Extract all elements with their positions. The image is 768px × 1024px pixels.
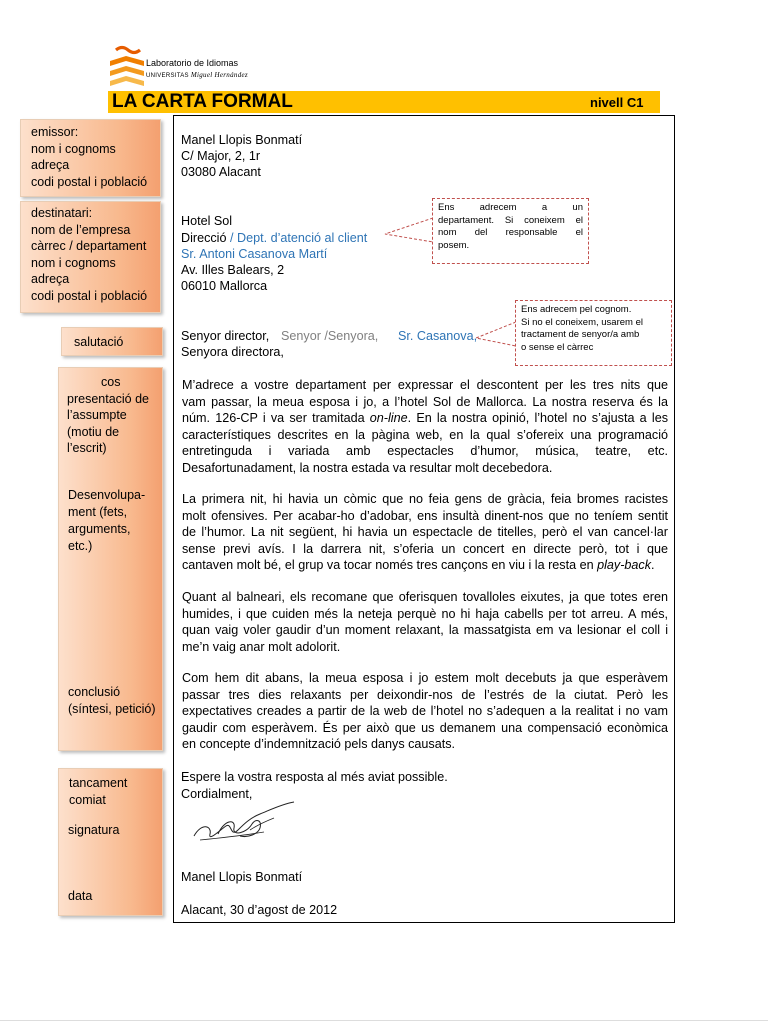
sender-city: 03080 Alacant — [181, 165, 261, 179]
note-surname: Ens adrecem pel cognom. Si no el coneixem, usarem el tractament de senyor/a amb o sense el càrrec — [515, 300, 672, 366]
recipient-name: Sr. Antoni Casanova Martí — [181, 247, 328, 261]
handwritten-signature — [190, 800, 300, 845]
label-signatura: signatura — [68, 823, 120, 837]
note-department: Ens adrecem a un departament. Si coneixem el nom del responsable el posem. — [432, 198, 589, 264]
sender-address: C/ Major, 2, 1r — [181, 149, 261, 163]
logo-title: Laboratorio de Idiomas — [146, 58, 239, 68]
recipient-city: 06010 Mallorca — [181, 279, 268, 293]
callout-pointer-2 — [474, 318, 516, 348]
salutation-b: Senyor /Senyora, — [281, 329, 379, 343]
logo-subtitle: UNIVERSITAS Miguel Hernández — [146, 71, 248, 79]
signature-name: Manel Llopis Bonmatí — [181, 870, 303, 884]
salutation-a: Senyor director, — [181, 329, 270, 343]
label-conclusio: conclusió (síntesi, petició) — [68, 685, 156, 716]
recipient-company: Hotel Sol — [181, 214, 233, 228]
paragraph-facts-2: Quant al balneari, els recomane que oferisquen tovalloles eixutes, ja que totes eren humides, i que cuiden més la neteja perquè no hi haja cabells per tot arreu. A més, quan vaig voler gaudir d’un moment relaxant, la massatgista em va lesionar el coll i me’n vaig anar molt adolorit. — [182, 590, 668, 654]
farewell: Cordialment, — [181, 787, 253, 801]
label-destinatari: destinatari: nom de l’empresa càrrec / departament nom i cognoms adreça codi postal i població — [20, 201, 161, 313]
paragraph-conclusion: Com hem dit abans, la meua esposa i jo estem molt decebuts ja que esperàvem passar tres dies relaxants per deixondir-nos de l’estrés de la ciutat. Però les expectatives creades a partir de la web de l’hotel no s’adequen a la realitat i no vam gaudir com esperàvem. És per això que us demanem una compensació econòmica en concepte d’indemnització pels danys causats. — [182, 671, 668, 751]
salutation-2: Senyora directora, — [181, 345, 284, 359]
letter-date: Alacant, 30 d’agost de 2012 — [181, 903, 338, 917]
salutation-c: Sr. Casanova, — [398, 329, 478, 343]
label-salutacio: salutació — [61, 327, 163, 356]
closing-line: Espere la vostra resposta al més aviat possible. — [181, 770, 448, 784]
label-data: data — [68, 889, 93, 903]
label-desenvolupament: Desenvolupa- ment (fets, arguments, etc.) — [68, 488, 146, 553]
recipient-department: Direcció / Dept. d’atenció al client — [181, 231, 368, 245]
callout-pointer-1 — [383, 212, 433, 246]
label-emissor: emissor: nom i cognoms adreça codi postal i població — [20, 119, 161, 197]
level-label: nivell C1 — [590, 95, 644, 110]
sender-name: Manel Llopis Bonmatí — [181, 133, 303, 147]
page-title: LA CARTA FORMAL — [112, 91, 293, 112]
paragraph-facts-1: La primera nit, hi havia un còmic que no feia gens de gràcia, feia bromes racistes molt ofensives. Per acabar-ho d’adobar, ens insultà dinent-nos que no teníem sentit de l’humor. La nit següent, hi havia un espectacle de titelles, però el van cancel·lar sense previ avís. I la darrera nit, s’oferia un concert en directe però, tot i que cantaven molt bé, el grup va tocar només tres cançons en viu i la resta en play-back. — [182, 492, 668, 572]
label-tancament: tancament comiat — [58, 768, 163, 916]
paragraph-intro: M’adrece a vostre departament per expressar el descontent per les tres nits que vam passar, la meua esposa i jo, a l’hotel Sol de Mallorca. La nostra reserva és la núm. 126-CP i va ser tramitada on-line. En la nostra opinió, l’hotel no s’ajusta a les característiques descrites en la pàgina web, en la qual s’ofereix una programació entretinguda i variada amb espectacles d’humor, música, teatre, etc. Desafortunadament, la nostra estada va resultar molt decebedora. — [182, 378, 668, 475]
label-cos: cos presentació de l’assumpte (motiu de l’escrit) — [58, 367, 163, 751]
recipient-address: Av. Illes Balears, 2 — [181, 263, 285, 277]
page-edge — [0, 1020, 768, 1021]
